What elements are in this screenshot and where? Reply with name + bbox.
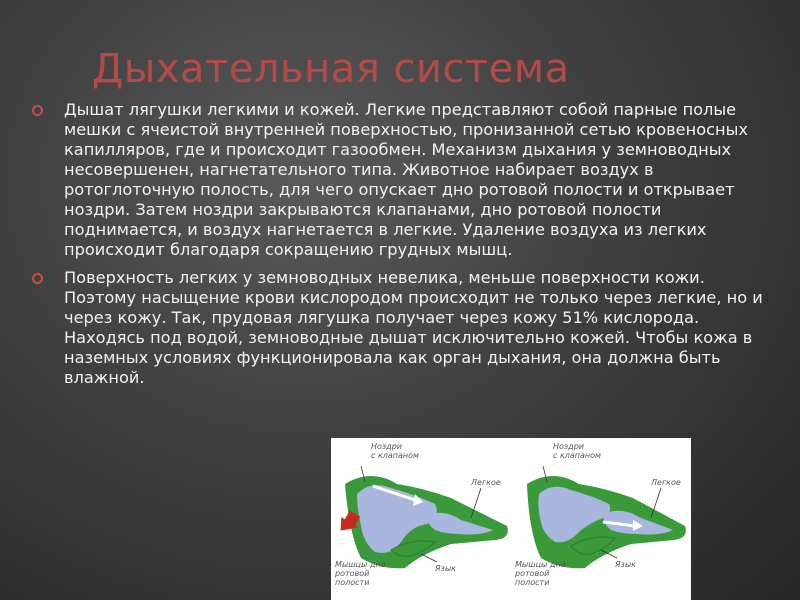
slide-title: Дыхательная система [92, 46, 570, 92]
left-tongue-label: Язык [435, 564, 456, 573]
right-lung-label: Легкое [651, 478, 681, 487]
right-muscles-label: Мышцы дна ротовой полости [515, 560, 566, 587]
slide-body [30, 100, 780, 396]
left-lung-label: Легкое [471, 478, 501, 487]
paragraph-2-text: Поверхность легких у земноводных невелика, меньше поверхности кожи. Поэтому насыщение крови кислородом происходит не только через легкие, но и через кожу. Так, прудовая лягушка получает через кожу 51% кислорода. Находясь под водой, земноводные дышат исключительно кожей. Чтобы кожа в наземных условиях функционировала как орган дыхания, она должна быть влажной. [64, 268, 763, 387]
frog-breathing-figure [331, 438, 691, 600]
ring-bullet-icon [32, 273, 43, 284]
paragraph-1-text: Дышат лягушки легкими и кожей. Легкие представляют собой парные полые мешки с ячеистой внутренней поверхностью, пронизанной сетью кровеносных капилляров, где и происходит газообмен. Механизм дыхания у земноводных несовершенен, нагнетательного типа. Животное набирает воздух в ротоглоточную полость, для чего опускает дно ротовой полости и открывает ноздри. Затем ноздри закрываются клапанами, дно ротовой полости поднимается, и воздух нагнетается в легкие. Удаление воздуха из легких происходит благодаря сокращению грудных мышц. [64, 100, 748, 259]
paragraph-1 [30, 100, 780, 260]
right-nostrils-label: Ноздри с клапаном [553, 442, 602, 460]
right-tongue-label: Язык [615, 560, 636, 569]
left-nostrils-label: Ноздри с клапаном [371, 442, 420, 460]
ring-bullet-icon [32, 105, 43, 116]
left-muscles-label: Мышцы дна ротовой полости [335, 560, 386, 587]
left-tongue-pointer [421, 554, 437, 562]
paragraph-2 [30, 268, 780, 388]
